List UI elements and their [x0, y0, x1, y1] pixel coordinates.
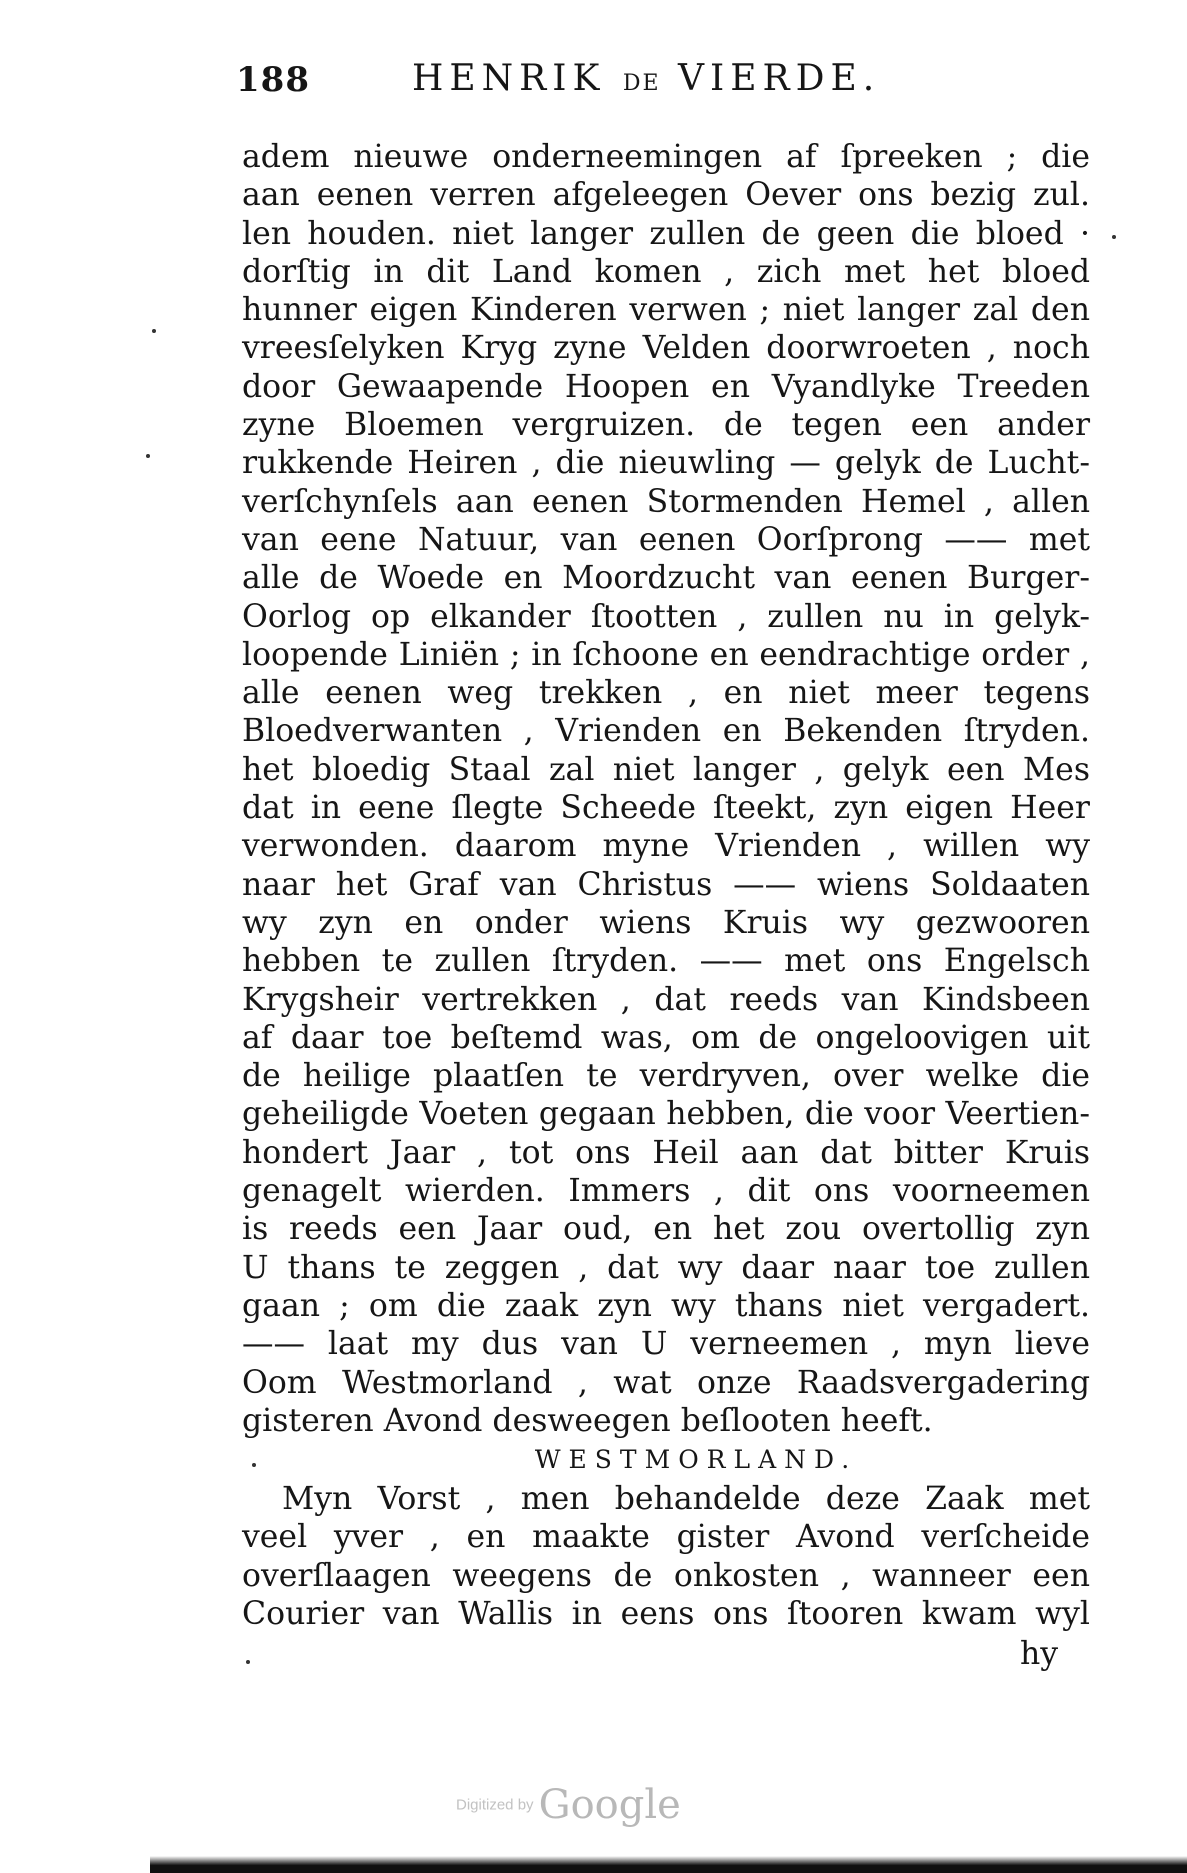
speech-line: overſlaagen weegens de onkosten , wanneer een	[242, 1557, 1090, 1594]
text-line: af daar toe beſtemd was, om de ongeloovigen uit	[242, 1019, 1090, 1056]
text-line: aan eenen verren afgeleegen Oever ons bezig zul.	[242, 177, 1090, 214]
text-line: door Gewaapende Hoopen en Vyandlyke Treeden	[242, 368, 1090, 405]
text-line: Oorlog op elkander ſtootten , zullen nu in gelyk-	[242, 598, 1090, 635]
text-line: hunner eigen Kinderen verwen ; niet langer zal den	[242, 292, 1090, 329]
text-line: naar het Graf van Christus —— wiens Soldaaten	[242, 866, 1090, 903]
running-title-part1: HENRIK	[412, 58, 606, 99]
text-line: alle eenen weg trekken , en niet meer tegens	[242, 675, 1090, 712]
text-line: is reeds een Jaar oud, en het zou overtollig zyn	[242, 1211, 1090, 1248]
speech-line: veel yver , en maakte gister Avond verſcheide	[242, 1519, 1090, 1556]
text-line: dorſtig in dit Land komen , zich met het bloed	[242, 253, 1090, 290]
text-line: van eene Natuur, van eenen Oorſprong —— met	[242, 521, 1090, 558]
text-line: hebben te zullen ſtryden. —— met ons Engelsch	[242, 943, 1090, 980]
ink-speck	[252, 1463, 256, 1467]
digitized-watermark	[456, 1782, 681, 1828]
text-line: alle de Woede en Moordzucht van eenen Burger-	[242, 560, 1090, 597]
text-line: Krygsheir vertrekken , dat reeds van Kindsbeen	[242, 981, 1090, 1018]
scan-edge	[150, 1856, 1187, 1873]
text-line: geheiligde Voeten gegaan hebben, die voor Veertien-	[242, 1096, 1090, 1133]
main-text	[242, 138, 1090, 1633]
ink-speck	[1112, 235, 1116, 239]
ink-speck	[146, 454, 150, 458]
text-line: gisteren Avond desweegen beſlooten heeft.	[242, 1402, 933, 1439]
text-line: U thans te zeggen , dat wy daar naar toe zullen	[242, 1249, 1090, 1286]
catchword: hy	[1020, 1636, 1059, 1672]
text-line: loopende Liniën ; in ſchoone en eendrachtige order ,	[242, 636, 1090, 673]
text-line: hondert Jaar , tot ons Heil aan dat bitter Kruis	[242, 1134, 1090, 1171]
text-line: gaan ; om die zaak zyn wy thans niet vergadert.	[242, 1287, 1090, 1324]
speech-line: Myn Vorst , men behandelde deze Zaak met	[282, 1481, 1090, 1518]
text-line: len houden. niet langer zullen de geen die bloed ·	[242, 215, 1090, 252]
text-line: Oom Westmorland , wat onze Raadsvergadering	[242, 1364, 1090, 1401]
google-logo: Google	[538, 1782, 681, 1828]
ink-speck	[246, 1660, 250, 1664]
text-line: de heilige plaatſen te verdryven, over welke die	[242, 1058, 1090, 1095]
text-line: wy zyn en onder wiens Kruis wy gezwooren	[242, 904, 1090, 941]
text-line: verwonden. daarom myne Vrienden , willen wy	[242, 828, 1090, 865]
speaker-name: WESTMORLAND.	[534, 1445, 858, 1475]
text-line: dat in eene ſlegte Scheede ſteekt, zyn eigen Heer	[242, 790, 1090, 827]
ink-speck	[152, 329, 156, 333]
text-line: adem nieuwe onderneemingen af ſpreeken ; die	[242, 139, 1090, 175]
running-title-small: DE	[622, 71, 661, 96]
text-line: vreesſelyken Kryg zyne Velden doorwroeten , noch	[242, 330, 1090, 367]
page-header	[236, 52, 936, 102]
page-number: 188	[236, 60, 310, 100]
running-title	[412, 58, 880, 99]
speech-line: Courier van Wallis in eens ons ſtooren kwam wyl	[242, 1595, 1090, 1632]
text-line: rukkende Heiren , die nieuwling — gelyk de Lucht-	[242, 445, 1090, 482]
digitized-by-text: Digitized by	[456, 1796, 534, 1814]
text-line: genagelt wierden. Immers , dit ons voorneemen	[242, 1173, 1090, 1210]
text-line: verſchynſels aan eenen Stormenden Hemel , allen	[242, 483, 1090, 520]
text-line: het bloedig Staal zal niet langer , gelyk een Mes	[242, 751, 1090, 788]
running-title-part2: VIERDE.	[678, 58, 881, 99]
text-line: Bloedverwanten , Vrienden en Bekenden ſtryden.	[242, 713, 1090, 750]
text-line: zyne Bloemen vergruizen. de tegen een ander	[242, 407, 1090, 444]
text-line: —— laat my dus van U verneemen , myn lieve	[242, 1326, 1090, 1363]
